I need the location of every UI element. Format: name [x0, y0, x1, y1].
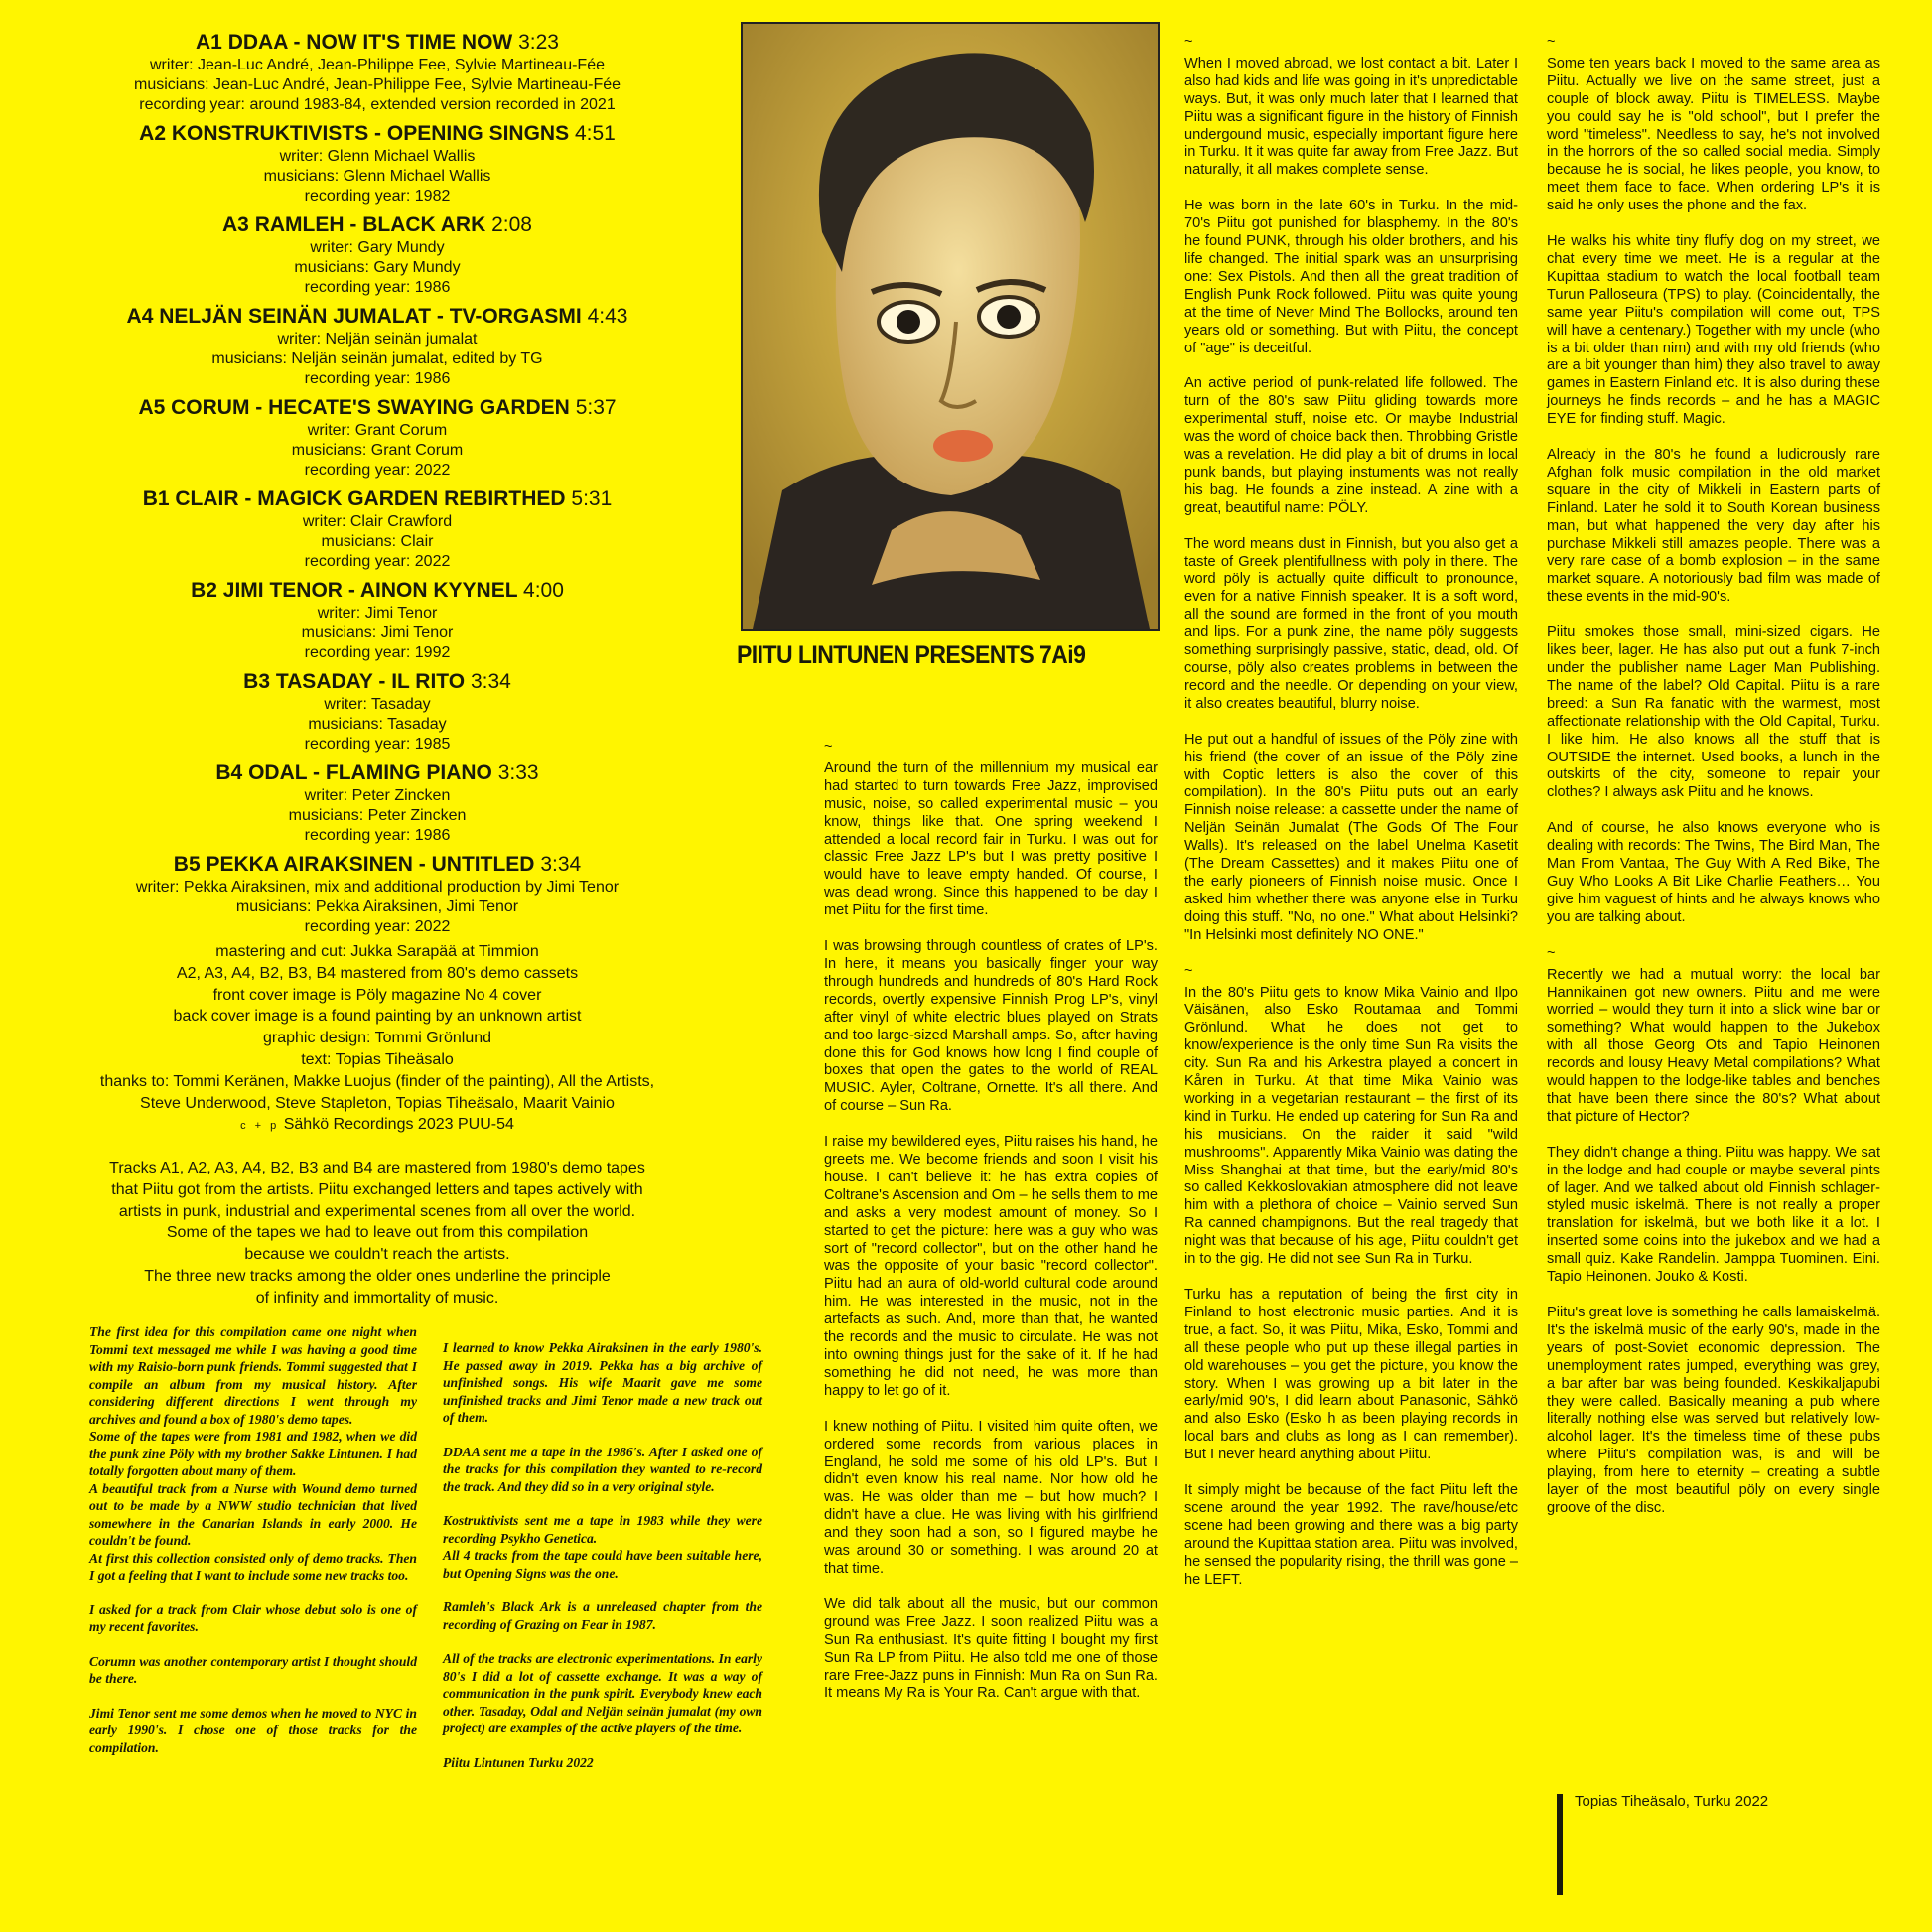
compiler-paragraph: Kostruktivists sent me a tape in 1983 while they were recording Psykho Genetica. All 4 tracks from the tape could have been suitable here, but Opening Signs was the one.: [443, 1513, 762, 1581]
track-heading: A1 DDAA - NOW IT'S TIME NOW 3:23: [196, 31, 559, 54]
portrait-painting-svg: [743, 24, 1158, 629]
track-a1: [60, 30, 695, 115]
track-info-line: recording year: 1992: [304, 644, 451, 661]
essay-paragraph: He was born in the late 60's in Turku. In the mid-70's Piitu got punished for blasphemy. In the 80's he found PUNK, through his older brothers, and his life changed. The initial spark was an unsurprising one: Sex Pistols. And then all the great tradition of English Punk Rock followed. Piitu was quite young at the time of Never Mind The Bollocks, around ten years old or something. But with Piitu, the concept of "age" is deceitful.: [1184, 198, 1518, 356]
essay-paragraph: ~: [1547, 944, 1556, 961]
compiler-paragraph: Corumn was another contemporary artist I thought should be there.: [89, 1653, 417, 1686]
track-info-line: writer: Gary Mundy: [310, 239, 445, 256]
track-info-line: musicians: Glenn Michael Wallis: [263, 168, 491, 185]
credit-line: mastering and cut: Jukka Sarapää at Timmion: [215, 943, 539, 960]
track-duration: 2:08: [491, 213, 532, 236]
essay-column-3: [1547, 34, 1880, 1536]
track-code: A2: [139, 122, 167, 145]
essay-paragraph: I knew nothing of Piitu. I visited him quite often, we ordered some records from various places in England, he sold me some of his old LP's. But I didn't even know his real name. Nor how old he was. He was older than me – but how much? I didn't have a clue. He was living with his girlfriend and they soon had a son, so I figured maybe he was around 30 or something. I was around 20 at that time.: [824, 1418, 1158, 1577]
track-artist: PEKKA AIRAKSINEN: [206, 853, 413, 876]
track-heading: A2 KONSTRUKTIVISTS - OPENING SINGNS 4:51: [139, 122, 616, 145]
track-duration: 4:43: [587, 305, 628, 328]
track-a3: [60, 212, 695, 298]
track-info-line: writer: Tasaday: [324, 696, 431, 713]
compiler-notes-left: [89, 1323, 417, 1773]
track-code: A3: [222, 213, 249, 236]
track-info-line: recording year: 1985: [304, 736, 451, 753]
track-info-line: writer: Glenn Michael Wallis: [279, 148, 476, 165]
track-info-line: recording year: 2022: [304, 918, 451, 935]
essay-paragraph: ~: [824, 739, 833, 755]
essay-paragraph: And of course, he also knows everyone who is dealing with records: The Twins, The Bird Man, The Man From Vantaa, The Guy With A Red Bike, The Guy Who Looks A Bit Like Charlie Feathers… You give him vaguest of hints and he always knows who you are talking about.: [1547, 820, 1880, 925]
track-artist: TASADAY: [275, 670, 373, 693]
track-duration: 4:00: [523, 579, 564, 602]
essay-paragraph: I was browsing through countless of crates of LP's. In here, it means you basically finger your way through hundreds and hundreds of 80's Hard Rock records, overtly expensive Finnish Prog LP's, vinyl after vinyl of white electric blues played on Strats and too large-sized Marshall amps. So, after having done this for God knows how long I find couple of boxes that open the gates to the world of REAL MUSIC. Ayler, Coltrane, Ornette. It's all there. And of course – Sun Ra.: [824, 938, 1158, 1115]
compiler-paragraph: All of the tracks are electronic experimentations. In early 80's I did a lot of cassette exchange. It was a way of communication in the punk spirit. Everybody knew each other. Tasaday, Odal and Neljän seinän jumalat (my own project) are examples of the active players of the time.: [443, 1651, 762, 1735]
track-duration: 5:37: [575, 396, 617, 419]
track-code: A1: [196, 31, 222, 54]
track-info-line: writer: Pekka Airaksinen, mix and additional production by Jimi Tenor: [135, 879, 620, 896]
track-b1: [60, 486, 695, 572]
compiler-paragraph: DDAA sent me a tape in the 1986's. After I asked one of the tracks for this compilation they wanted to re-record the track. And they did so in a very original style.: [443, 1444, 762, 1494]
track-title: TV-ORGASMI: [449, 305, 582, 328]
track-info-line: musicians: Peter Zincken: [288, 807, 467, 824]
track-info-line: musicians: Jean-Luc André, Jean-Philippe Fee, Sylvie Martineau-Fée: [133, 76, 621, 93]
track-artist: DDAA: [227, 31, 288, 54]
track-code: A4: [126, 305, 154, 328]
essay-paragraph: Around the turn of the millennium my musical ear had started to turn towards Free Jazz, improvised music, noise, so called experimental music – you know, things like that. One spring weekend I attended a local record fair in Turku. I was out for classic Free Jazz LP's but I was pretty positive I would have to leave empty handed. Of course, I was dead wrong. Since this happened to be day I met Piitu for the first time.: [824, 759, 1158, 919]
track-a2: [60, 121, 695, 207]
track-title: AINON KYYNEL: [359, 579, 518, 602]
track-duration: 3:23: [518, 31, 559, 54]
label-line: [40, 1114, 715, 1138]
signature-bar: [1557, 1794, 1563, 1895]
track-duration: 3:33: [497, 761, 539, 784]
track-b4: [60, 760, 695, 846]
essay-paragraph: ~: [1184, 34, 1193, 50]
essay-paragraph: Piitu smokes those small, mini-sized cigars. He likes beer, lager. He has also put out a funk 7-inch under the publisher name Lager Man Publishing. The name of the label? Old Capital. Piitu is a rare breed: a Sun Ra fanatic with the warmest, most affectionate relationship with the Old Capital, Turku. I like him. He also knows all the stuff that is OUTSIDE the internet. Used books, a lunch in the outskirts of the city, someone to repair your clothes? I always ask Piitu and he knows.: [1547, 624, 1880, 801]
track-info-line: musicians: Pekka Airaksinen, Jimi Tenor: [235, 898, 519, 915]
track-artist: ODAL: [248, 761, 308, 784]
essay-paragraph: When I moved abroad, we lost contact a bit. Later I also had kids and life was going in it's unpredictable ways. But, it was only much later that I learned that Piitu was a significant figure in the history of Finnish undergound music, especially important figure here in Turku. It it was quite far away from Free Jazz. But naturally, it all makes complete sense.: [1184, 55, 1518, 179]
track-title: HECATE'S SWAYING GARDEN: [268, 396, 570, 419]
compiler-paragraph: Ramleh's Black Ark is a unreleased chapter from the recording of Grazing on Fear in 1987.: [443, 1599, 762, 1632]
essay-paragraph: An active period of punk-related life followed. The turn of the 80's saw Piitu gliding towards more experimental stuff, noise etc. Or maybe Industrial was the word of choice back then. Throbbing Gristle was a revelation. He did play a bit of drums in local punk bands, but playing instuments was not really his bag. He founds a zine instead. A zine with a great, beautiful name: PÖLY.: [1184, 375, 1518, 516]
track-duration: 4:51: [574, 122, 616, 145]
track-b3: [60, 669, 695, 755]
compiler-notes-right: [443, 1339, 762, 1788]
note-line: Tracks A1, A2, A3, A4, B2, B3 and B4 are mastered from 1980's demo tapes: [109, 1160, 645, 1176]
track-heading: A4 NELJÄN SEINÄN JUMALAT - TV-ORGASMI 4:43: [126, 305, 628, 328]
compiler-paragraph: Piitu Lintunen Turku 2022: [443, 1754, 594, 1770]
essay-paragraph: Turku has a reputation of being the first city in Finland to host electronic music parties. And it is true, a fact. So, it was Piitu, Mika, Esko, Tommi and all these people who put up these illegal parties in old warehouses – you get the picture, you know the story. When I was growing up a bit later in the early/mid 90's, I did learn about Panasonic, Sähkö and also Esko (Esko h as been playing records in local bars and clubs as long as I can remember). But I never heard anything about Piitu.: [1184, 1287, 1518, 1463]
essay-column-1: [824, 739, 1158, 1721]
track-heading: B3 TASADAY - IL RITO 3:34: [243, 670, 511, 693]
track-heading: B5 PEKKA AIRAKSINEN - UNTITLED 3:34: [173, 853, 582, 876]
track-info-line: recording year: 1986: [304, 279, 451, 296]
track-code: B3: [243, 670, 271, 693]
track-title: UNTITLED: [431, 853, 535, 876]
note-line: artists in punk, industrial and experimental scenes from all over the world.: [118, 1202, 636, 1220]
note-line: because we couldn't reach the artists.: [244, 1246, 510, 1264]
compiler-paragraph: Jimi Tenor sent me some demos when he moved to NYC in early 1990's. I chose one of those tracks for the compilation.: [89, 1705, 417, 1755]
credit-line: A2, A3, A4, B2, B3, B4 mastered from 80's demo cassets: [176, 964, 579, 982]
track-info-line: recording year: 1986: [304, 370, 451, 387]
credit-line: front cover image is Pöly magazine No 4 cover: [212, 986, 542, 1004]
track-heading: B4 ODAL - FLAMING PIANO 3:33: [215, 761, 539, 784]
track-info-line: writer: Grant Corum: [307, 422, 448, 439]
credit-line: thanks to: Tommi Keränen, Makke Luojus (finder of the painting), All the Artists,: [99, 1072, 655, 1090]
essay-paragraph: They didn't change a thing. Piitu was happy. We sat in the lodge and had couple or maybe several pints of lager. And we talked about old Finnish schlager-styled music iskelmä. There is not really a proper translation for iskelmä, but we both like it a lot. I inserted some coins into the jukebox and we had a small quiz. Kake Randelin. Jamppa Tuominen. Eini. Tapio Heinonen. Jouko & Kosti.: [1547, 1144, 1880, 1286]
essay-paragraph: He put out a handful of issues of the Pöly zine with his friend (the cover of an issue of the Pöly zine with Coptic letters is also the cover of this compilation). In the 80's Piitu puts out an early Finnish noise release: a cassette under the name of Neljän Seinän Jumalat (The Gods Of The Four Walls). It's released on the label Unelma Kasetit (The Dream Cassettes) and it makes Piitu one of the early pioneers of Finnish noise music. Once I asked him whether there was anyone else in Turku doing this stuff. "No, no one." What about Helsinki? "In Helsinki most definitely NO ONE.": [1184, 731, 1518, 943]
track-info-line: musicians: Jimi Tenor: [301, 624, 454, 641]
essay-paragraph: I raise my bewildered eyes, Piitu raises his hand, he greets me. We become friends and soon I visit his house. I can't believe it: he has extra copies of Coltrane's Ascension and Om – he sells them to me and asks a very modest amount of money. So I started to get the picture: here was a guy who was sort of "record collector", but on the other hand he was the opposite of your basic "record collector". Piitu had an aura of old-world cultural code around him. He was interested in the music, not in the artefacts as such. And, more than that, he wanted the records and the music to circulate. He was not into owning things just for the sake of it. If he had something he did not need, he was more than happy to let go of it.: [824, 1134, 1158, 1399]
track-a5: [60, 395, 695, 481]
track-code: B5: [173, 853, 201, 876]
track-info-line: musicians: Gary Mundy: [294, 259, 461, 276]
credit-line: text: Topias Tiheäsalo: [301, 1050, 454, 1068]
track-code: B2: [191, 579, 217, 602]
label-info: Sähkö Recordings 2023 PUU-54: [283, 1116, 514, 1134]
signature: Topias Tiheäsalo, Turku 2022: [1575, 1793, 1769, 1810]
essay-paragraph: Piitu's great love is something he calls lamaiskelmä. It's the iskelmä music of the early 90's, made in the years of post-Soviet economic depression. The unemployment rates jumped, everything was grey, a bar after bar was being founded. Keskikaljapubi they were called. Basically meaning a pub where literally nothing else was served but relatively low-alcohol lager. It's the timeless time of these pubs where Piitu's compilation was, is and will be playing, from here to eternity – creating a subtle layer of the most beautiful pöly on every single groove of the disc.: [1547, 1305, 1880, 1516]
track-info-line: writer: Peter Zincken: [304, 787, 451, 804]
track-title: MAGICK GARDEN REBIRTHED: [257, 487, 566, 510]
track-title: FLAMING PIANO: [325, 761, 492, 784]
credits: [40, 941, 715, 1138]
track-artist: JIMI TENOR: [222, 579, 343, 602]
credit-line: Steve Underwood, Steve Stapleton, Topias Tiheäsalo, Maarit Vainio: [140, 1094, 615, 1112]
track-info-line: musicians: Grant Corum: [291, 442, 464, 459]
track-title: IL RITO: [391, 670, 466, 693]
track-title: BLACK ARK: [362, 213, 486, 236]
track-code: B1: [142, 487, 170, 510]
track-heading: B1 CLAIR - MAGICK GARDEN REBIRTHED 5:31: [142, 487, 613, 510]
track-info-line: recording year: 1982: [304, 188, 451, 205]
track-duration: 3:34: [540, 853, 582, 876]
essay-paragraph: He walks his white tiny fluffy dog on my street, we chat every time we meet. He is a regular at the Kupittaa stadium to watch the local football team Turun Palloseura (TPS) to play. (Coincidentally, the same year Piitu's compilation will come out, TPS will have a centenary.) Together with my uncle (who is a bit older than nim) and with my old friends (who are a bit younger than him) they also travel to away games in Eastern Finland etc. It is also during these journeys he finds records – and he has a MAGIC EYE for finding stuff. Magic.: [1547, 233, 1880, 428]
track-code: A5: [138, 396, 166, 419]
track-artist: CLAIR: [175, 487, 239, 510]
track-artist: CORUM: [171, 396, 250, 419]
portrait-painting: [741, 22, 1160, 631]
essay-paragraph: It simply might be because of the fact Piitu left the scene around the year 1992. The rave/house/etc scene had been growing and there was a big party around the Kupittaa station area. Piitu was involved, he sensed the popularity rising, the thrill was gone – he LEFT.: [1184, 1482, 1518, 1587]
essay-paragraph: ~: [1547, 34, 1556, 50]
track-info-line: recording year: 2022: [304, 462, 451, 479]
track-duration: 5:31: [571, 487, 613, 510]
track-a4: [60, 304, 695, 389]
essay-paragraph: Some ten years back I moved to the same area as Piitu. Actually we live on the same street, just a couple of block away. Piitu is TIMELESS. Maybe you could say he is "old school", but I prefer the word "timeless". Needless to say, he's not involved in the horrors of the so called social media. Simply because he is social, he likes people, you know, to meet them face to face. When ordering LP's it is said he only uses the phone and the fax.: [1547, 55, 1880, 214]
track-title: NOW IT'S TIME NOW: [306, 31, 513, 54]
essay-paragraph: ~: [1184, 962, 1193, 979]
track-heading: B2 JIMI TENOR - AINON KYYNEL 4:00: [191, 579, 564, 602]
track-title: OPENING SINGNS: [386, 122, 570, 145]
track-info-line: writer: Clair Crawford: [302, 513, 453, 530]
essay-paragraph: We did talk about all the music, but our common ground was Free Jazz. I soon realized Piitu was a Sun Ra enthusiast. It's quite fitting I bought my first Sun Ra LP from Piitu. He also told me one of those rare Free-Jazz puns in Finnish: Mun Ra on Sun Ra. It means My Ra is Your Ra. Can't argue with that.: [824, 1595, 1158, 1702]
note-line: Some of the tapes we had to leave out from this compilation: [166, 1224, 589, 1242]
track-artist: KONSTRUKTIVISTS: [171, 122, 369, 145]
track-info-line: recording year: 2022: [304, 553, 451, 570]
compiler-paragraph: I asked for a track from Clair whose debut solo is one of my recent favorites.: [89, 1601, 417, 1634]
credit-line: graphic design: Tommi Grönlund: [262, 1030, 492, 1047]
essay-paragraph: In the 80's Piitu gets to know Mika Vainio and Ilpo Väisänen, also Esko Routamaa and Tommi Grönlund. What he does not get to know/experience is the only time Sun Ra visits the city. Sun Ra and his Arkestra played a concert in Kåren in Turku. At that time Mika Vainio was working in a vegetarian restaurant – the first of its kind in Turku. He ended up catering for Sun Ra and his musicians. On the raider it said "wild mushrooms". Apparently Mika Vainio was dating the Miss Shanghai at that time, but the early/mid 80's so called Kekkoslovakian atmosphere did not leave him with a plethora of choice – Vainio served Sun Ra canned champignons. But the real tragedy that night was that because of his age, Piitu couldn't get in to the gig. He did not see Sun Ra in Turku.: [1184, 984, 1518, 1268]
track-info-line: writer: Jimi Tenor: [317, 605, 438, 621]
track-info-line: musicians: Neljän seinän jumalat, edited by TG: [211, 350, 543, 367]
essay-paragraph: Recently we had a mutual worry: the local bar Hannikainen got new owners. Piitu and me were worried – would they turn it into a slick wine bar or something? What would happen to the Jukebox with all those Georg Ots and Tapio Heinonen records and lousy Heavy Metal compilations? What would happen to the lodge-like tables and benches that have been there since the 80's? What about that picture of Hector?: [1547, 966, 1880, 1125]
track-heading: A3 RAMLEH - BLACK ARK 2:08: [222, 213, 532, 236]
compiler-paragraph: I learned to know Pekka Airaksinen in the early 1980's. He passed away in 2019. Pekka has a big archive of unfinished songs. His wife Maarit gave me some unfinished tracks and Jimi Tenor made a new track out of them.: [443, 1340, 762, 1425]
track-artist: NELJÄN SEINÄN JUMALAT: [159, 305, 432, 328]
track-info-line: writer: Jean-Luc André, Jean-Philippe Fee, Sylvie Martineau-Fée: [150, 57, 605, 73]
track-info-line: musicians: Tasaday: [308, 716, 447, 733]
cover-caption: PIITU LINTUNEN PRESENTS 7Ai9: [737, 641, 1086, 669]
track-artist: RAMLEH: [254, 213, 345, 236]
track-info-line: recording year: around 1983-84, extended version recorded in 2021: [139, 96, 616, 113]
credit-line: back cover image is a found painting by an unknown artist: [173, 1008, 582, 1026]
track-heading: A5 CORUM - HECATE'S SWAYING GARDEN 5:37: [138, 396, 617, 419]
track-info-line: writer: Neljän seinän jumalat: [277, 331, 478, 347]
essay-paragraph: Already in the 80's he found a ludicrously rare Afghan folk music compilation in the old market square in the city of Mikkeli in Eastern parts of Finland. Later he sold it to South Korean business man, but what happened the very day after his purchase Mikkeli still amazes people. There was a very rare case of a bomb explosion – in the same market square. A notoriously bad film was made of these events in the mid-90's.: [1547, 447, 1880, 606]
track-info-line: recording year: 1986: [304, 827, 451, 844]
note-line: that Piitu got from the artists. Piitu exchanged letters and tapes actively with: [111, 1180, 643, 1198]
track-info-line: musicians: Clair: [321, 533, 434, 550]
compiler-paragraph: The first idea for this compilation came one night when Tommi text messaged me while I was having a good time with my Raisio-born punk friends. Tommi suggested that I compile an album from my musical history. After considering different directions I went through my archives and found a box of 1980's demo tapes. Some of the tapes were from 1981 and 1982, when we did the punk zine Pöly with my brother Sakke Lintunen. I had totally forgotten about many of them. A beautiful track from a Nurse with Wound demo turned out to be made by a NWW studio technician that lived somewhere in the Canarian Islands in early 2000. He couldn't be found. At first this collection consisted only of demo tracks. Then I got a feeling that I want to include some new tracks too.: [89, 1324, 417, 1583]
mastering-note: [40, 1158, 715, 1310]
track-b5: [60, 852, 695, 937]
note-line: The three new tracks among the older ones underline the principle: [144, 1267, 611, 1285]
copyright-mark: c + p: [240, 1120, 280, 1133]
tracklist: [60, 30, 695, 943]
essay-paragraph: The word means dust in Finnish, but you also get a taste of Greek plentifullness with poly in there. The word pöly is actually quite difficult to pronounce, even for a native Finnish speaker. It is a soft word, all the sound are formed in the front of you mouth and lips. For a punk zine, the name pöly suggests something surprisingly passive, static, dead, old. Of course, pöly also creates problems in between the record and the needle. Or depending on your view, it also creates beautiful, blurry noise.: [1184, 535, 1518, 712]
track-b2: [60, 578, 695, 663]
track-duration: 3:34: [470, 670, 511, 693]
note-line: of infinity and immortality of music.: [255, 1289, 499, 1307]
track-code: B4: [215, 761, 243, 784]
essay-column-2: [1184, 34, 1518, 1607]
